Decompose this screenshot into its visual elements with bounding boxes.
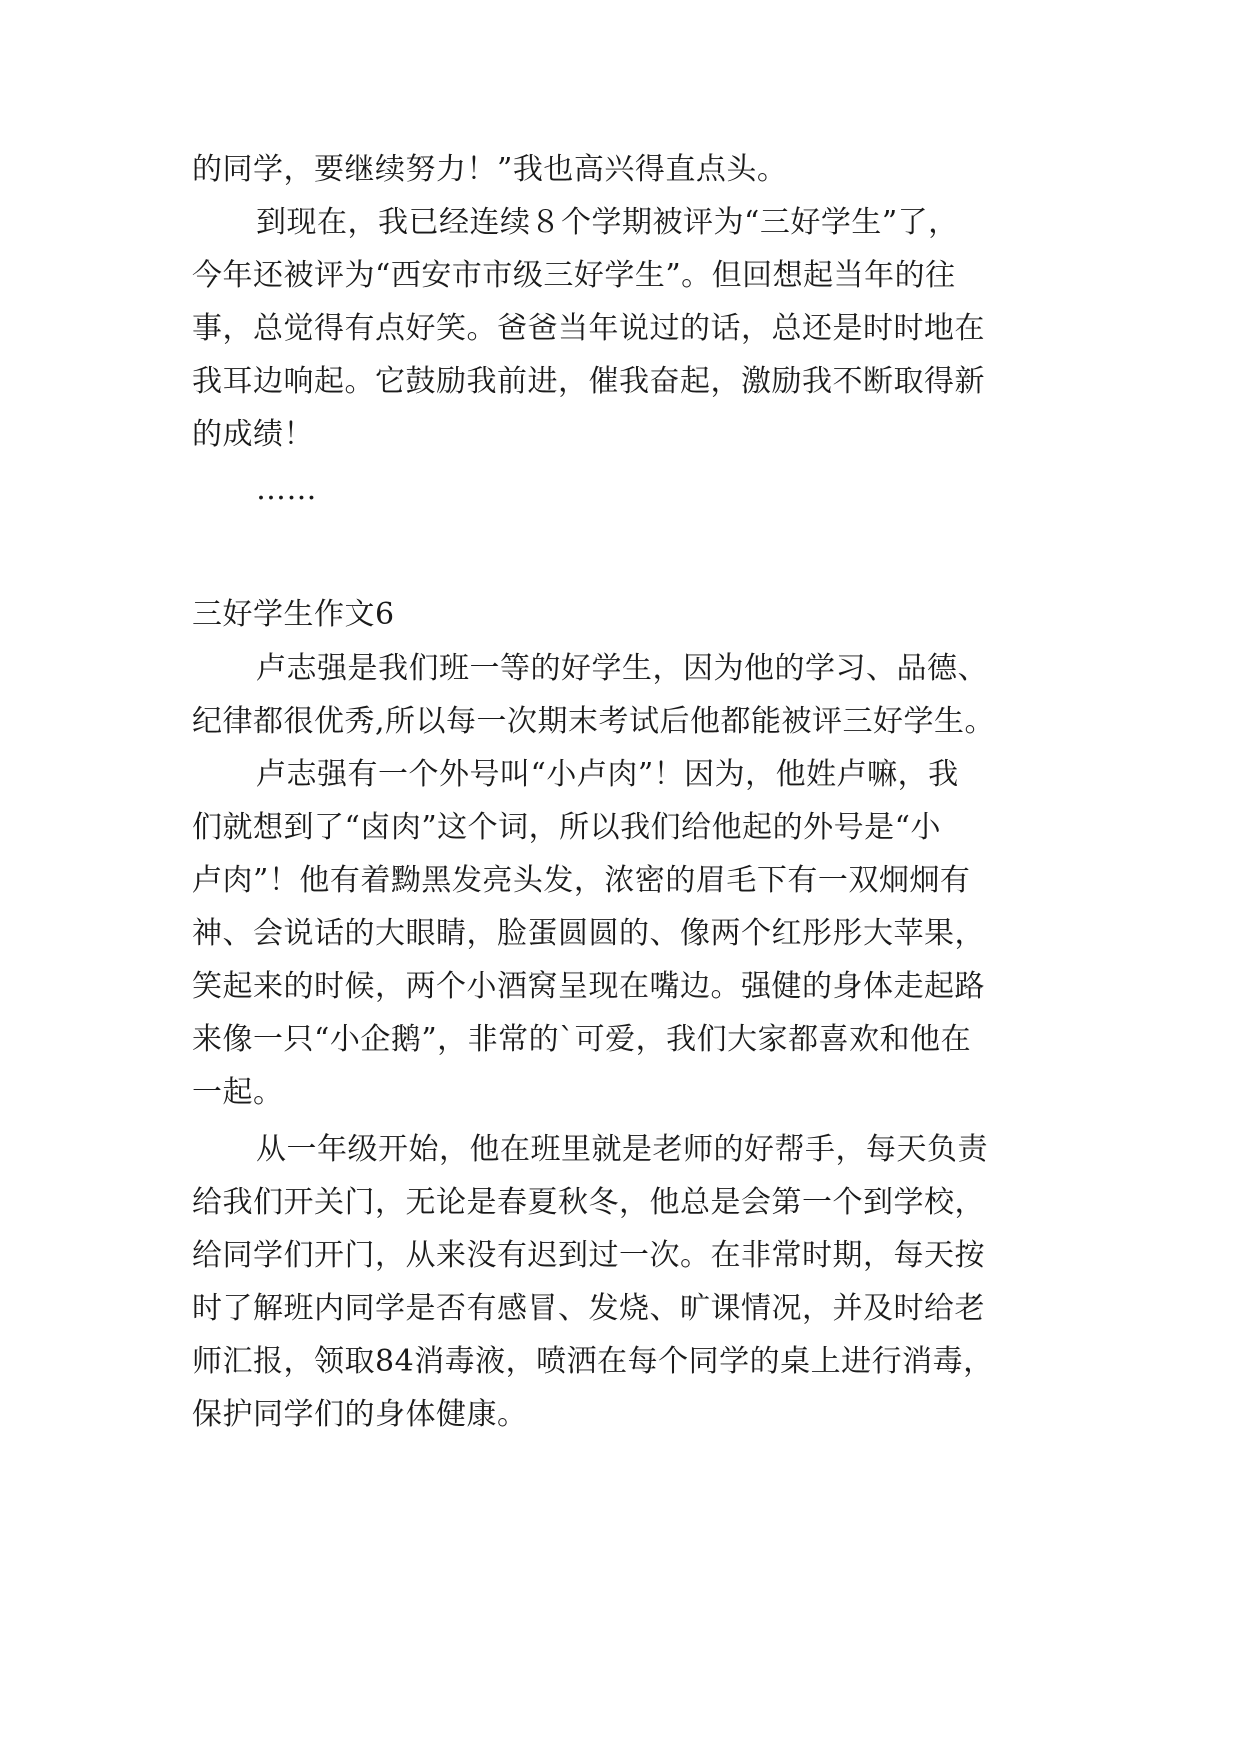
- text-line: 今年还被评为“西安市市级三好学生”。但回想起当年的往: [192, 258, 956, 293]
- section-heading: 三好学生作文6: [192, 597, 395, 632]
- text-line: 神、会说话的大眼睛，脸蛋圆圆的、像两个红彤彤大苹果，: [192, 916, 985, 951]
- text-line: 给我们开关门，无论是春夏秋冬，他总是会第一个到学校，: [192, 1185, 985, 1220]
- text-line: 到现在，我已经连续８个学期被评为“三好学生”了，: [256, 205, 959, 240]
- text-line: 卢志强有一个外号叫“小卢肉”！因为，他姓卢嘛，我: [256, 757, 959, 792]
- text-line: 来像一只“小企鹅”，非常的`可爱，我们大家都喜欢和他在: [192, 1022, 972, 1057]
- text-line: 保护同学们的身体健康。: [192, 1397, 528, 1432]
- text-line: 事，总觉得有点好笑。爸爸当年说过的话，总还是时时地在: [192, 311, 985, 346]
- text-line: 的同学，要继续努力！”我也高兴得直点头。: [192, 152, 788, 187]
- text-line: 一起。: [192, 1075, 284, 1110]
- text-line: 笑起来的时候，两个小酒窝呈现在嘴边。强健的身体走起路: [192, 969, 985, 1004]
- text-line: 给同学们开门，从来没有迟到过一次。在非常时期，每天按: [192, 1238, 985, 1273]
- ellipsis-line: ……: [256, 472, 317, 507]
- text-line: 卢志强是我们班一等的好学生，因为他的学习、品德、: [256, 651, 988, 686]
- text-line: 我耳边响起。它鼓励我前进，催我奋起，激励我不断取得新: [192, 364, 985, 399]
- text-line: 时了解班内同学是否有感冒、发烧、旷课情况，并及时给老: [192, 1291, 985, 1326]
- text-line: 卢肉”！他有着黝黑发亮头发，浓密的眉毛下有一双炯炯有: [192, 863, 971, 898]
- text-line: 从一年级开始，他在班里就是老师的好帮手，每天负责: [256, 1132, 988, 1167]
- text-line: 纪律都很优秀,所以每一次期末考试后他都能被评三好学生。: [192, 704, 996, 739]
- text-line: 们就想到了“卤肉”这个词，所以我们给他起的外号是“小: [192, 810, 942, 845]
- text-line: 师汇报，领取84消毒液，喷洒在每个同学的桌上进行消毒，: [192, 1344, 994, 1379]
- text-line: 的成绩！: [192, 417, 314, 452]
